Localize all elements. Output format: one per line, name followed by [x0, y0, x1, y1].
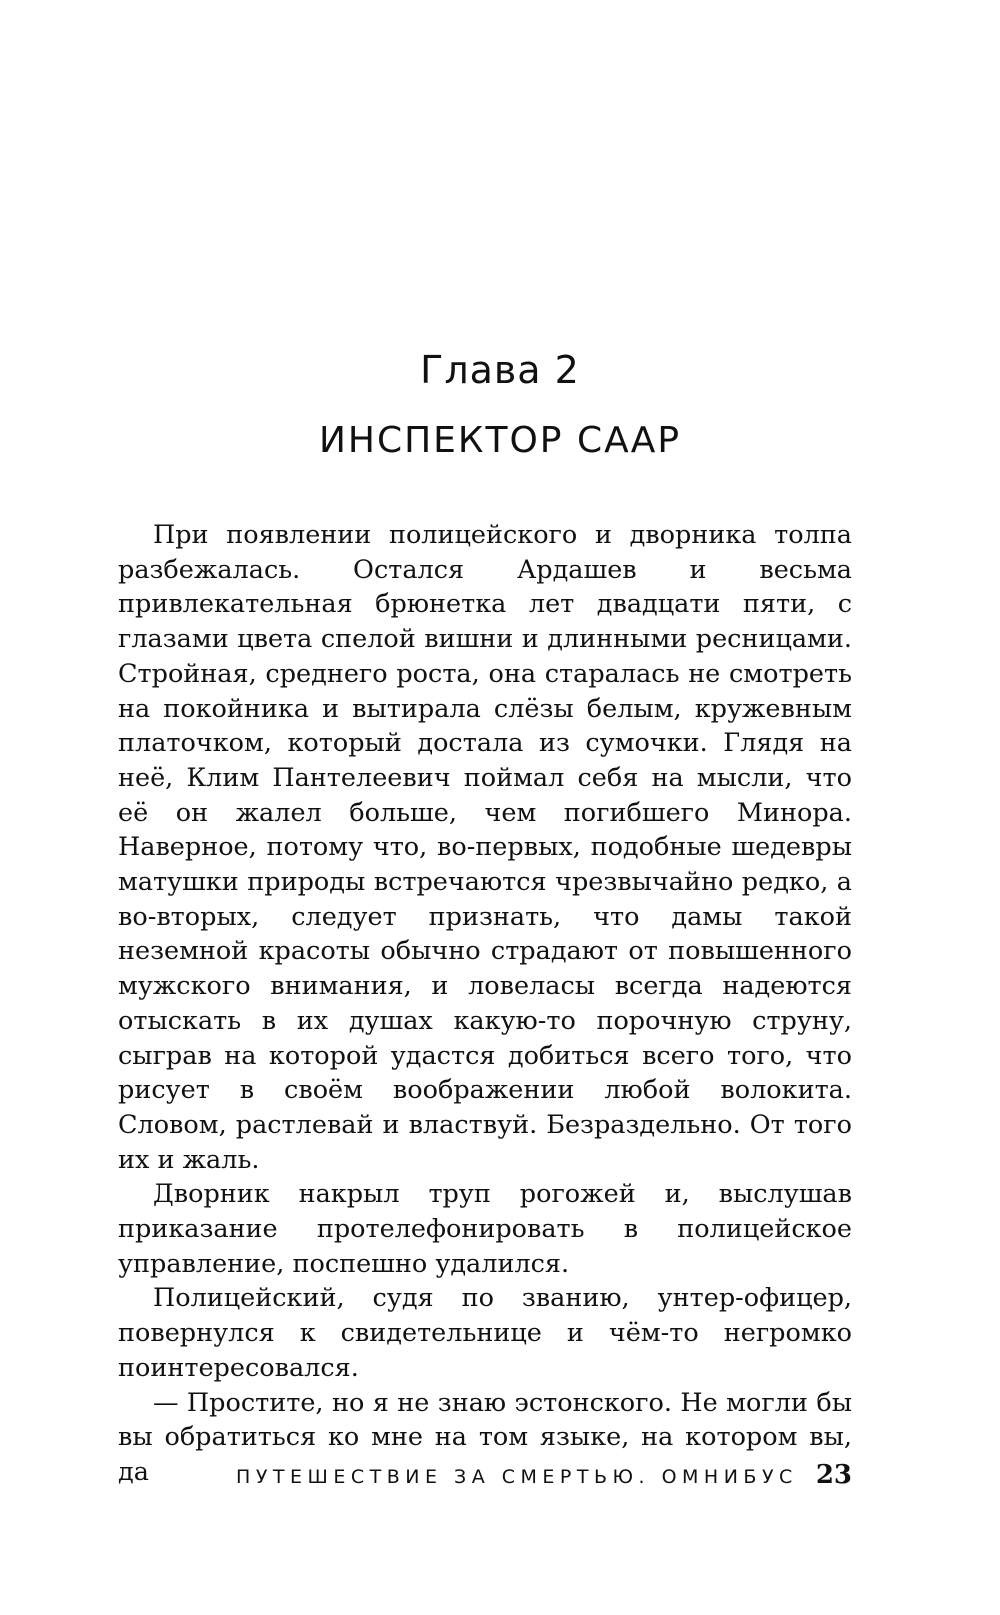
paragraph: При появлении полицейского и дворника толпа разбежалась. Остался Ардашев и весьма привлекательная брюнетка лет двадцати пяти, с глазами цвета спелой вишни и длинными ресницами. Стройная, среднего роста, она старалась не смотреть на покойника и вытирала слёзы белым, кружевным платочком, который достала из сумочки. Глядя на неё, Клим Пантелеевич поймал себя на мысли, что её он жалел больше, чем погибшего Минора. Наверное, потому что, во-первых, подобные шедевры матушки природы встречаются чрезвычайно редко, а во-вторых, следует признать, что дамы такой неземной красоты обычно страдают от повышенного мужского внимания, и ловеласы всегда надеются отыскать в их душах какую-то порочную струну, сыграв на которой удастся добиться всего того, что рисует в своём воображении любой волокита. Словом, растлевай и властвуй. Безраздельно. От того их и жаль. [118, 520, 852, 1175]
chapter-title: ИНСПЕКТОР САAР [318, 420, 682, 461]
chapter-number: Глава 2 [420, 348, 580, 392]
chapter-body [118, 518, 852, 1490]
paragraph: Дворник накрыл труп рогожей и, выслушав приказание протелефонировать в полицейское управление, поспешно удалился. [118, 1179, 852, 1279]
running-title: ПУТЕШЕСТВИЕ ЗА СМЕРТЬЮ. ОМНИБУС [236, 1466, 798, 1488]
page-number: 23 [815, 1460, 852, 1490]
paragraph: Полицейский, судя по званию, унтер-офицер, повернулся к свидетельнице и чём-то негромко поинтересовался. [118, 1283, 852, 1383]
paragraph: — Простите, но я не знаю эстонского. Не могли бы вы обратиться ко мне на том языке, на котором вы, да [118, 1387, 852, 1487]
page-footer [118, 1460, 852, 1500]
